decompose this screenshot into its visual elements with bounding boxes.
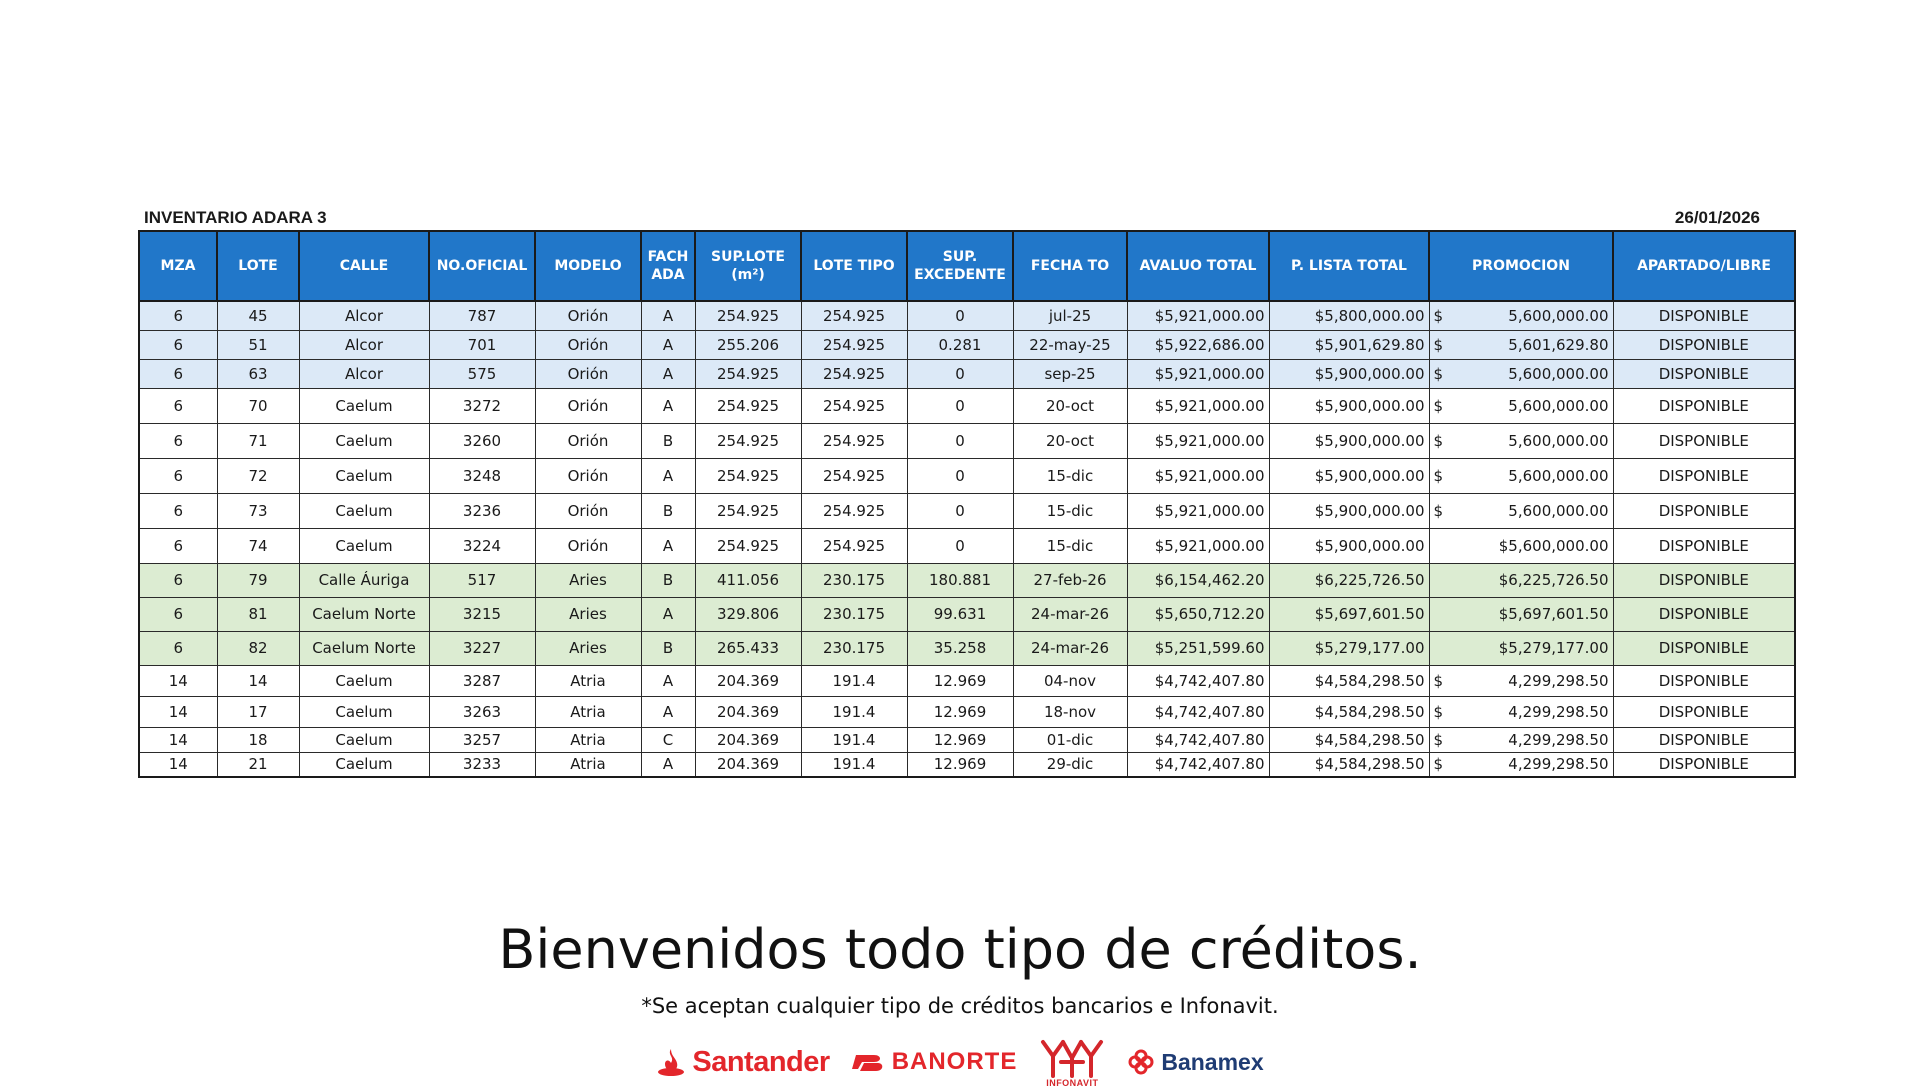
- cell-avaluo: $5,921,000.00: [1127, 301, 1269, 330]
- cell-modelo: Aries: [535, 597, 641, 631]
- cell-modelo: Orión: [535, 301, 641, 330]
- cell-mza: 6: [139, 330, 217, 359]
- cell-fecha: 24-mar-26: [1013, 631, 1127, 665]
- cell-calle: Caelum: [299, 458, 429, 493]
- table-row: [139, 493, 1795, 528]
- cell-lote: 51: [217, 330, 299, 359]
- cell-estado: DISPONIBLE: [1613, 458, 1795, 493]
- cell-avaluo: $4,742,407.80: [1127, 665, 1269, 696]
- cell-oficial: 517: [429, 563, 535, 597]
- cell-calle: Alcor: [299, 330, 429, 359]
- sheet-header: [138, 202, 1794, 228]
- cell-fachada: B: [641, 493, 695, 528]
- promo-value: 5,600,000.00: [1508, 501, 1609, 520]
- cell-lote-tipo: 254.925: [801, 388, 907, 423]
- cell-mza: 6: [139, 458, 217, 493]
- cell-fachada: A: [641, 752, 695, 777]
- cell-lote-tipo: 191.4: [801, 665, 907, 696]
- cell-promo: [1429, 388, 1613, 423]
- cell-promo: [1429, 752, 1613, 777]
- inventory-sheet: [138, 202, 1794, 778]
- cell-lista: $4,584,298.50: [1269, 727, 1429, 752]
- cell-fachada: A: [641, 359, 695, 388]
- cell-estado: DISPONIBLE: [1613, 752, 1795, 777]
- cell-estado: DISPONIBLE: [1613, 727, 1795, 752]
- cell-sup-lote: 254.925: [695, 423, 801, 458]
- cell-estado: DISPONIBLE: [1613, 423, 1795, 458]
- cell-fecha: 29-dic: [1013, 752, 1127, 777]
- table-body: [139, 301, 1795, 777]
- cell-modelo: Atria: [535, 727, 641, 752]
- cell-oficial: 3260: [429, 423, 535, 458]
- cell-sup-lote: 254.925: [695, 359, 801, 388]
- cell-calle: Caelum: [299, 493, 429, 528]
- cell-excedente: 99.631: [907, 597, 1013, 631]
- currency-sign: $: [1433, 431, 1444, 450]
- cell-excedente: 0: [907, 359, 1013, 388]
- cell-excedente: 180.881: [907, 563, 1013, 597]
- cell-fecha: jul-25: [1013, 301, 1127, 330]
- cell-lote-tipo: 254.925: [801, 423, 907, 458]
- cell-promo: [1429, 563, 1613, 597]
- cell-calle: Alcor: [299, 301, 429, 330]
- inventory-table: [138, 230, 1796, 778]
- cell-modelo: Aries: [535, 563, 641, 597]
- cell-avaluo: $5,921,000.00: [1127, 359, 1269, 388]
- cell-fachada: A: [641, 696, 695, 727]
- santander-flame-icon: [656, 1047, 686, 1077]
- cell-mza: 14: [139, 727, 217, 752]
- infonavit-logo: INFONAVIT: [1039, 1036, 1105, 1088]
- cell-promo: [1429, 528, 1613, 563]
- cell-promo: [1429, 727, 1613, 752]
- cell-promo: [1429, 458, 1613, 493]
- cell-fachada: A: [641, 458, 695, 493]
- cell-fecha: 20-oct: [1013, 423, 1127, 458]
- cell-lote-tipo: 191.4: [801, 752, 907, 777]
- cell-sup-lote: 254.925: [695, 458, 801, 493]
- cell-fachada: A: [641, 665, 695, 696]
- cell-promo: [1429, 665, 1613, 696]
- santander-logo: Santander: [656, 1046, 829, 1079]
- cell-estado: DISPONIBLE: [1613, 301, 1795, 330]
- table-row: [139, 528, 1795, 563]
- cell-fecha: 15-dic: [1013, 528, 1127, 563]
- cell-lote: 81: [217, 597, 299, 631]
- cell-lote: 45: [217, 301, 299, 330]
- cell-lista: $5,900,000.00: [1269, 423, 1429, 458]
- cell-fecha: 15-dic: [1013, 493, 1127, 528]
- cell-promo: [1429, 597, 1613, 631]
- table-row: [139, 597, 1795, 631]
- cell-oficial: 787: [429, 301, 535, 330]
- cell-oficial: 701: [429, 330, 535, 359]
- cell-lote-tipo: 254.925: [801, 301, 907, 330]
- cell-fachada: B: [641, 423, 695, 458]
- cell-excedente: 0: [907, 423, 1013, 458]
- cell-modelo: Aries: [535, 631, 641, 665]
- cell-excedente: 0: [907, 301, 1013, 330]
- promo-value: 5,600,000.00: [1508, 431, 1609, 450]
- cell-oficial: 3263: [429, 696, 535, 727]
- banamex-flower-icon: [1127, 1048, 1155, 1076]
- cell-lista: $5,900,000.00: [1269, 458, 1429, 493]
- footer-subtitle: *Se aceptan cualquier tipo de créditos bancarios e Infonavit.: [641, 994, 1279, 1018]
- cell-modelo: Atria: [535, 665, 641, 696]
- cell-promo: [1429, 631, 1613, 665]
- column-header: PROMOCION: [1429, 231, 1613, 301]
- cell-fachada: A: [641, 301, 695, 330]
- column-header: NO.OFICIAL: [429, 231, 535, 301]
- cell-sup-lote: 329.806: [695, 597, 801, 631]
- cell-fachada: B: [641, 563, 695, 597]
- cell-lista: $5,697,601.50: [1269, 597, 1429, 631]
- cell-fecha: 22-may-25: [1013, 330, 1127, 359]
- table-row: [139, 330, 1795, 359]
- cell-avaluo: $5,922,686.00: [1127, 330, 1269, 359]
- cell-avaluo: $4,742,407.80: [1127, 696, 1269, 727]
- cell-lista: $5,900,000.00: [1269, 528, 1429, 563]
- cell-lote: 74: [217, 528, 299, 563]
- cell-lote-tipo: 230.175: [801, 631, 907, 665]
- column-header: MODELO: [535, 231, 641, 301]
- cell-fecha: 18-nov: [1013, 696, 1127, 727]
- cell-calle: Caelum: [299, 727, 429, 752]
- promo-value: $5,600,000.00: [1498, 536, 1609, 555]
- table-row: [139, 631, 1795, 665]
- cell-estado: DISPONIBLE: [1613, 696, 1795, 727]
- promo-value: 4,299,298.50: [1508, 702, 1609, 721]
- currency-sign: $: [1433, 466, 1444, 485]
- cell-oficial: 3257: [429, 727, 535, 752]
- cell-fachada: A: [641, 330, 695, 359]
- cell-oficial: 575: [429, 359, 535, 388]
- column-header: P. LISTA TOTAL: [1269, 231, 1429, 301]
- cell-fecha: 20-oct: [1013, 388, 1127, 423]
- cell-fecha: 27-feb-26: [1013, 563, 1127, 597]
- cell-avaluo: $5,921,000.00: [1127, 458, 1269, 493]
- sheet-date: 26/01/2026: [1674, 208, 1760, 227]
- cell-excedente: 12.969: [907, 727, 1013, 752]
- column-header: SUP.LOTE (m²): [695, 231, 801, 301]
- table-header-row: [139, 231, 1795, 301]
- currency-sign: $: [1433, 396, 1444, 415]
- table-row: [139, 388, 1795, 423]
- cell-excedente: 0: [907, 388, 1013, 423]
- promo-value: $5,279,177.00: [1498, 639, 1609, 657]
- cell-mza: 14: [139, 665, 217, 696]
- promo-value: 5,600,000.00: [1508, 306, 1609, 325]
- cell-modelo: Orión: [535, 493, 641, 528]
- currency-sign: $: [1433, 755, 1444, 774]
- table-row: [139, 696, 1795, 727]
- cell-estado: DISPONIBLE: [1613, 388, 1795, 423]
- cell-avaluo: $4,742,407.80: [1127, 752, 1269, 777]
- cell-fachada: B: [641, 631, 695, 665]
- cell-sup-lote: 254.925: [695, 388, 801, 423]
- cell-modelo: Atria: [535, 752, 641, 777]
- cell-mza: 6: [139, 597, 217, 631]
- cell-sup-lote: 204.369: [695, 665, 801, 696]
- cell-modelo: Orión: [535, 330, 641, 359]
- promo-value: 5,600,000.00: [1508, 466, 1609, 485]
- footer-title: Bienvenidos todo tipo de créditos.: [498, 918, 1422, 981]
- currency-sign: $: [1433, 671, 1444, 690]
- cell-calle: Alcor: [299, 359, 429, 388]
- cell-lote-tipo: 191.4: [801, 696, 907, 727]
- cell-modelo: Orión: [535, 423, 641, 458]
- cell-fachada: C: [641, 727, 695, 752]
- cell-estado: DISPONIBLE: [1613, 597, 1795, 631]
- cell-lista: $5,900,000.00: [1269, 388, 1429, 423]
- cell-promo: [1429, 696, 1613, 727]
- cell-avaluo: $5,921,000.00: [1127, 388, 1269, 423]
- cell-sup-lote: 255.206: [695, 330, 801, 359]
- cell-fachada: A: [641, 388, 695, 423]
- cell-excedente: 35.258: [907, 631, 1013, 665]
- cell-calle: Caelum Norte: [299, 631, 429, 665]
- cell-oficial: 3236: [429, 493, 535, 528]
- cell-excedente: 0: [907, 493, 1013, 528]
- cell-estado: DISPONIBLE: [1613, 528, 1795, 563]
- cell-oficial: 3227: [429, 631, 535, 665]
- cell-lista: $6,225,726.50: [1269, 563, 1429, 597]
- cell-mza: 6: [139, 301, 217, 330]
- cell-sup-lote: 411.056: [695, 563, 801, 597]
- cell-lote: 71: [217, 423, 299, 458]
- cell-lote-tipo: 230.175: [801, 563, 907, 597]
- cell-lote-tipo: 191.4: [801, 727, 907, 752]
- cell-mza: 6: [139, 528, 217, 563]
- cell-promo: [1429, 301, 1613, 330]
- bank-logos: [0, 1036, 1920, 1088]
- cell-oficial: 3215: [429, 597, 535, 631]
- cell-lista: $5,279,177.00: [1269, 631, 1429, 665]
- table-row: [139, 665, 1795, 696]
- promo-value: 5,601,629.80: [1508, 335, 1609, 354]
- cell-calle: Caelum: [299, 528, 429, 563]
- table-row: [139, 423, 1795, 458]
- cell-promo: [1429, 493, 1613, 528]
- cell-lote: 73: [217, 493, 299, 528]
- cell-sup-lote: 204.369: [695, 752, 801, 777]
- cell-lote-tipo: 230.175: [801, 597, 907, 631]
- cell-lista: $5,901,629.80: [1269, 330, 1429, 359]
- cell-oficial: 3272: [429, 388, 535, 423]
- cell-excedente: 0: [907, 528, 1013, 563]
- cell-mza: 14: [139, 696, 217, 727]
- cell-mza: 6: [139, 563, 217, 597]
- cell-excedente: 12.969: [907, 752, 1013, 777]
- cell-mza: 6: [139, 359, 217, 388]
- column-header: LOTE: [217, 231, 299, 301]
- cell-avaluo: $6,154,462.20: [1127, 563, 1269, 597]
- banamex-logo: Banamex: [1127, 1048, 1263, 1076]
- promo-value: 5,600,000.00: [1508, 396, 1609, 415]
- cell-lote: 17: [217, 696, 299, 727]
- column-header: MZA: [139, 231, 217, 301]
- cell-oficial: 3287: [429, 665, 535, 696]
- cell-fecha: sep-25: [1013, 359, 1127, 388]
- cell-lote-tipo: 254.925: [801, 458, 907, 493]
- infonavit-house-icon: [1039, 1036, 1105, 1078]
- cell-estado: DISPONIBLE: [1613, 631, 1795, 665]
- promo-value: $5,697,601.50: [1498, 605, 1609, 623]
- cell-lista: $5,900,000.00: [1269, 359, 1429, 388]
- cell-modelo: Orión: [535, 458, 641, 493]
- promo-value: 4,299,298.50: [1508, 730, 1609, 749]
- cell-lote: 14: [217, 665, 299, 696]
- cell-fachada: A: [641, 528, 695, 563]
- cell-avaluo: $4,742,407.80: [1127, 727, 1269, 752]
- column-header: SUP. EXCEDENTE: [907, 231, 1013, 301]
- cell-lote: 18: [217, 727, 299, 752]
- column-header: FACH ADA: [641, 231, 695, 301]
- promo-value: 4,299,298.50: [1508, 755, 1609, 774]
- cell-lista: $5,900,000.00: [1269, 493, 1429, 528]
- cell-mza: 6: [139, 493, 217, 528]
- cell-fecha: 04-nov: [1013, 665, 1127, 696]
- promo-value: 4,299,298.50: [1508, 671, 1609, 690]
- table-row: [139, 359, 1795, 388]
- column-header: FECHA TO: [1013, 231, 1127, 301]
- sheet-title: INVENTARIO ADARA 3: [144, 208, 327, 227]
- cell-estado: DISPONIBLE: [1613, 563, 1795, 597]
- column-header: AVALUO TOTAL: [1127, 231, 1269, 301]
- cell-calle: Caelum: [299, 696, 429, 727]
- cell-calle: Caelum: [299, 423, 429, 458]
- banorte-mark-icon: [852, 1051, 886, 1073]
- cell-promo: [1429, 330, 1613, 359]
- cell-lista: $5,800,000.00: [1269, 301, 1429, 330]
- currency-sign: $: [1433, 306, 1444, 325]
- cell-lote-tipo: 254.925: [801, 359, 907, 388]
- cell-estado: DISPONIBLE: [1613, 665, 1795, 696]
- cell-calle: Caelum: [299, 665, 429, 696]
- currency-sign: $: [1433, 335, 1444, 354]
- cell-avaluo: $5,921,000.00: [1127, 423, 1269, 458]
- cell-calle: Caelum: [299, 388, 429, 423]
- cell-calle: Calle Áuriga: [299, 563, 429, 597]
- currency-sign: $: [1433, 501, 1444, 520]
- cell-sup-lote: 265.433: [695, 631, 801, 665]
- cell-avaluo: $5,650,712.20: [1127, 597, 1269, 631]
- cell-mza: 6: [139, 388, 217, 423]
- cell-mza: 6: [139, 423, 217, 458]
- cell-lote: 70: [217, 388, 299, 423]
- promo-value: 5,600,000.00: [1508, 364, 1609, 383]
- cell-excedente: 0.281: [907, 330, 1013, 359]
- table-row: [139, 752, 1795, 777]
- cell-lista: $4,584,298.50: [1269, 696, 1429, 727]
- cell-lote: 72: [217, 458, 299, 493]
- cell-mza: 14: [139, 752, 217, 777]
- cell-modelo: Atria: [535, 696, 641, 727]
- table-row: [139, 301, 1795, 330]
- promo-value: $6,225,726.50: [1498, 571, 1609, 589]
- cell-oficial: 3233: [429, 752, 535, 777]
- cell-fachada: A: [641, 597, 695, 631]
- currency-sign: $: [1433, 364, 1444, 383]
- cell-sup-lote: 254.925: [695, 528, 801, 563]
- cell-lista: $4,584,298.50: [1269, 665, 1429, 696]
- table-row: [139, 458, 1795, 493]
- cell-avaluo: $5,251,599.60: [1127, 631, 1269, 665]
- cell-avaluo: $5,921,000.00: [1127, 528, 1269, 563]
- table-row: [139, 727, 1795, 752]
- cell-avaluo: $5,921,000.00: [1127, 493, 1269, 528]
- currency-sign: $: [1433, 730, 1444, 749]
- cell-oficial: 3224: [429, 528, 535, 563]
- cell-estado: DISPONIBLE: [1613, 330, 1795, 359]
- currency-sign: $: [1433, 702, 1444, 721]
- banorte-logo: BANORTE: [852, 1048, 1018, 1076]
- cell-lote: 63: [217, 359, 299, 388]
- column-header: CALLE: [299, 231, 429, 301]
- cell-lote: 82: [217, 631, 299, 665]
- cell-modelo: Orión: [535, 528, 641, 563]
- cell-fecha: 24-mar-26: [1013, 597, 1127, 631]
- cell-lote-tipo: 254.925: [801, 330, 907, 359]
- cell-excedente: 12.969: [907, 696, 1013, 727]
- cell-oficial: 3248: [429, 458, 535, 493]
- column-header: APARTADO/LIBRE: [1613, 231, 1795, 301]
- cell-estado: DISPONIBLE: [1613, 493, 1795, 528]
- cell-lote-tipo: 254.925: [801, 493, 907, 528]
- cell-estado: DISPONIBLE: [1613, 359, 1795, 388]
- cell-sup-lote: 204.369: [695, 696, 801, 727]
- cell-modelo: Orión: [535, 388, 641, 423]
- cell-calle: Caelum: [299, 752, 429, 777]
- cell-fecha: 01-dic: [1013, 727, 1127, 752]
- cell-calle: Caelum Norte: [299, 597, 429, 631]
- cell-promo: [1429, 423, 1613, 458]
- cell-lista: $4,584,298.50: [1269, 752, 1429, 777]
- cell-excedente: 12.969: [907, 665, 1013, 696]
- cell-lote: 79: [217, 563, 299, 597]
- table-row: [139, 563, 1795, 597]
- cell-excedente: 0: [907, 458, 1013, 493]
- cell-sup-lote: 254.925: [695, 301, 801, 330]
- column-header: LOTE TIPO: [801, 231, 907, 301]
- cell-fecha: 15-dic: [1013, 458, 1127, 493]
- cell-mza: 6: [139, 631, 217, 665]
- cell-sup-lote: 204.369: [695, 727, 801, 752]
- cell-sup-lote: 254.925: [695, 493, 801, 528]
- cell-modelo: Orión: [535, 359, 641, 388]
- cell-lote-tipo: 254.925: [801, 528, 907, 563]
- cell-lote: 21: [217, 752, 299, 777]
- cell-promo: [1429, 359, 1613, 388]
